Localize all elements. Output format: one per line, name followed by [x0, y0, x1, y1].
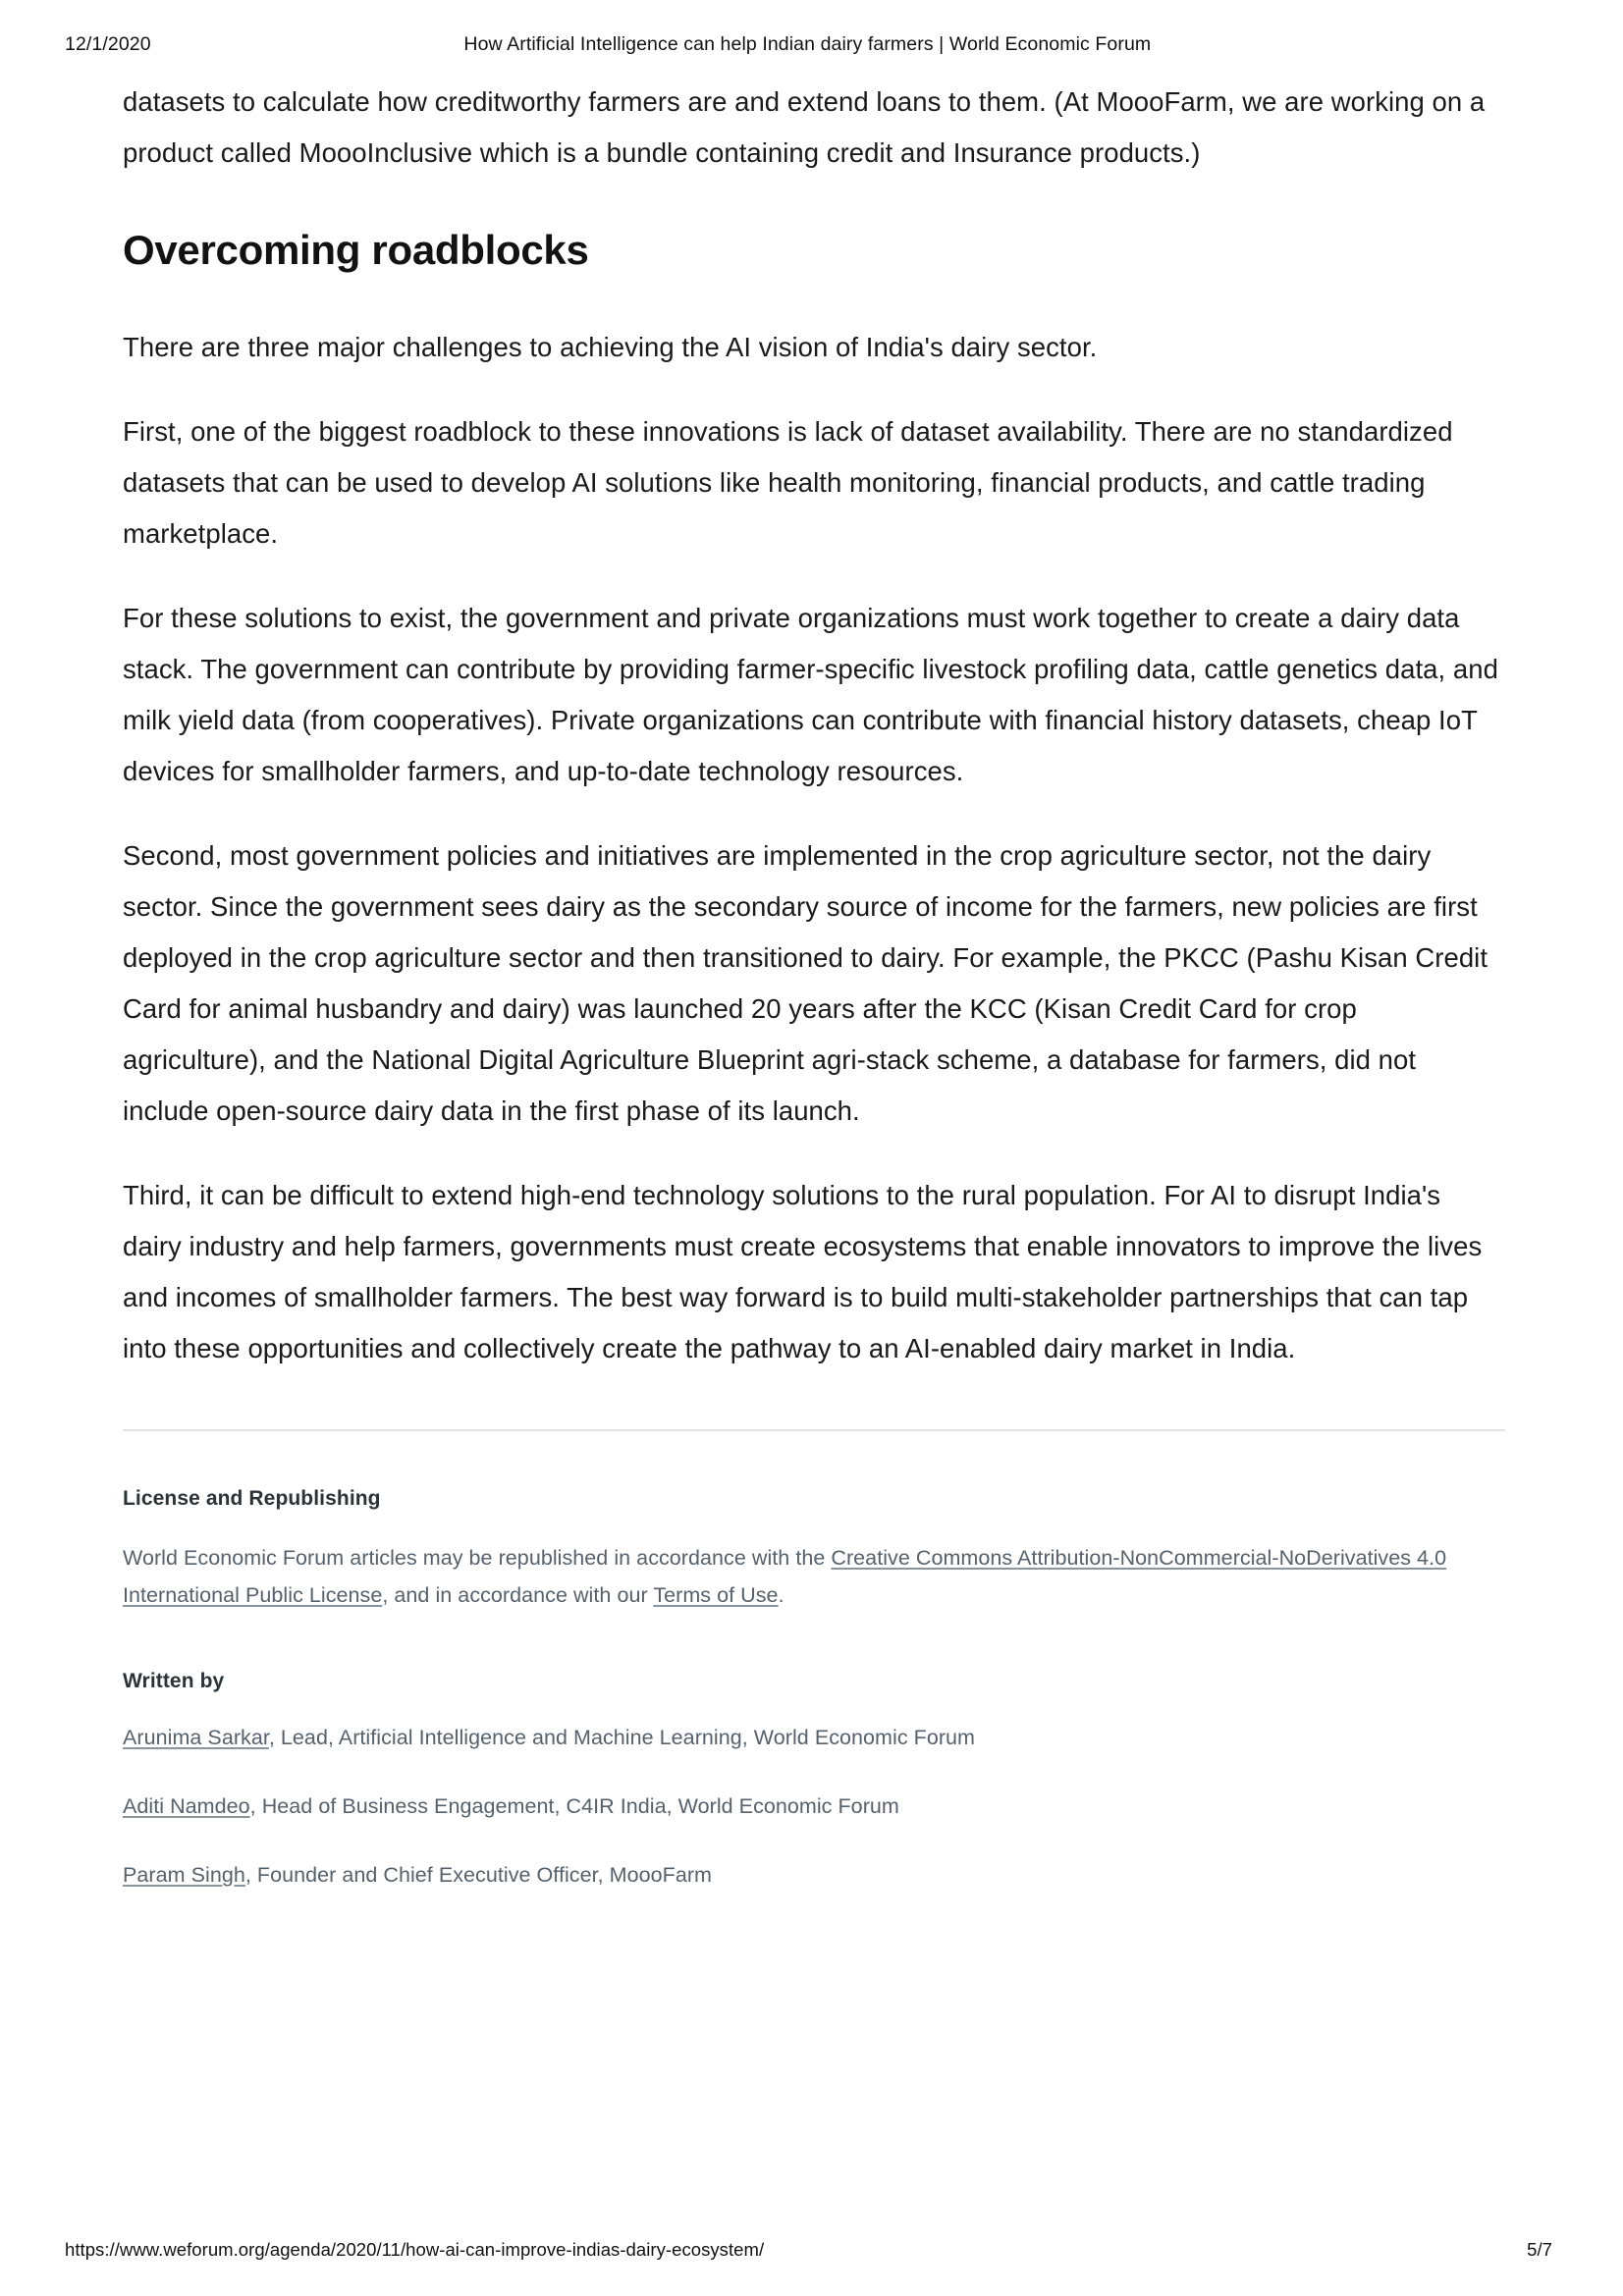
print-footer [65, 2239, 1558, 2261]
list-item [123, 1790, 1505, 1822]
section-divider [123, 1429, 1505, 1431]
print-header-title: How Artificial Intelligence can help Indian dairy farmers | World Economic Forum [463, 33, 1152, 55]
author-link-aditi-namdeo[interactable]: Aditi Namdeo [123, 1794, 250, 1818]
print-footer-page-number: 5/7 [1527, 2239, 1552, 2260]
print-header-date: 12/1/2020 [65, 33, 151, 55]
paragraph-data-stack: For these solutions to exist, the government and private organizations must work together to create a dairy data stack. The government can contribute by providing farmer-specific livestock profiling data, cattle genetics data, and milk yield data (from cooperatives). Private organizations can contribute with financial history datasets, cheap IoT devices for smallholder farmers, and up-to-date technology resources. [123, 603, 1498, 786]
article-body [123, 77, 1505, 1928]
license-text-between: , and in accordance with our [382, 1583, 654, 1607]
license-heading: License and Republishing [123, 1487, 381, 1510]
section-heading-overcoming-roadblocks: Overcoming roadblocks [123, 227, 589, 273]
author-details: , Head of Business Engagement, C4IR India, World Economic Forum [249, 1794, 899, 1818]
license-and-republishing-block [123, 1484, 1505, 1614]
paragraph-challenges-intro: There are three major challenges to achieving the AI vision of India's dairy sector. [123, 332, 1098, 362]
paragraph-second-challenge: Second, most government policies and initiatives are implemented in the crop agriculture sector, not the dairy sector. Since the government sees dairy as the secondary source of income for the farmers, new policies are first deployed in the crop agriculture sector and then transitioned to dairy. For example, the PKCC (Pashu Kisan Credit Card for animal husbandry and dairy) was launched 20 years after the KCC (Kisan Credit Card for crop agriculture), and the National Digital Agriculture Blueprint agri-stack scheme, a database for farmers, did not include open-source dairy data in the first phase of its launch. [123, 840, 1488, 1126]
paragraph-continued: datasets to calculate how creditworthy farmers are and extend loans to them. (At MoooFarm, we are working on a product called MoooInclusive which is a bundle containing credit and Insurance products.) [123, 86, 1486, 168]
author-link-arunima-sarkar[interactable]: Arunima Sarkar [123, 1726, 269, 1749]
list-item [123, 1859, 1505, 1891]
written-by-heading: Written by [123, 1670, 225, 1692]
license-paragraph [123, 1539, 1505, 1614]
author-details: , Lead, Artificial Intelligence and Machine Learning, World Economic Forum [268, 1726, 976, 1749]
creative-commons-license-link[interactable]: Creative Commons Attribution-NonCommercial-NoDerivatives 4.0 International Public License [123, 1546, 1447, 1607]
list-item [123, 1722, 1505, 1753]
author-link-param-singh[interactable]: Param Singh [123, 1863, 245, 1887]
paragraph-third-challenge: Third, it can be difficult to extend high-end technology solutions to the rural population. For AI to disrupt India's dairy industry and help farmers, governments must create ecosystems that enable innovators to improve the lives and incomes of smallholder farmers. The best way forward is to build multi-stakeholder partnerships that can tap into these opportunities and collectively create the pathway to an AI-enabled dairy market in India. [123, 1180, 1483, 1363]
written-by-block [123, 1667, 1505, 1891]
print-header [65, 33, 1558, 56]
terms-of-use-link[interactable]: Terms of Use [653, 1583, 779, 1607]
author-details: , Founder and Chief Executive Officer, MoooFarm [244, 1863, 713, 1887]
print-footer-url: https://www.weforum.org/agenda/2020/11/how-ai-can-improve-indias-dairy-ecosystem/ [65, 2239, 765, 2260]
author-list [123, 1722, 1505, 1891]
paragraph-first-challenge: First, one of the biggest roadblock to these innovations is lack of dataset availability. There are no standardized datasets that can be used to develop AI solutions like health monitoring, financial products, and cattle trading marketplace. [123, 416, 1453, 549]
license-text-before: World Economic Forum articles may be republished in accordance with the [123, 1546, 832, 1570]
license-text-after: . [778, 1583, 784, 1607]
